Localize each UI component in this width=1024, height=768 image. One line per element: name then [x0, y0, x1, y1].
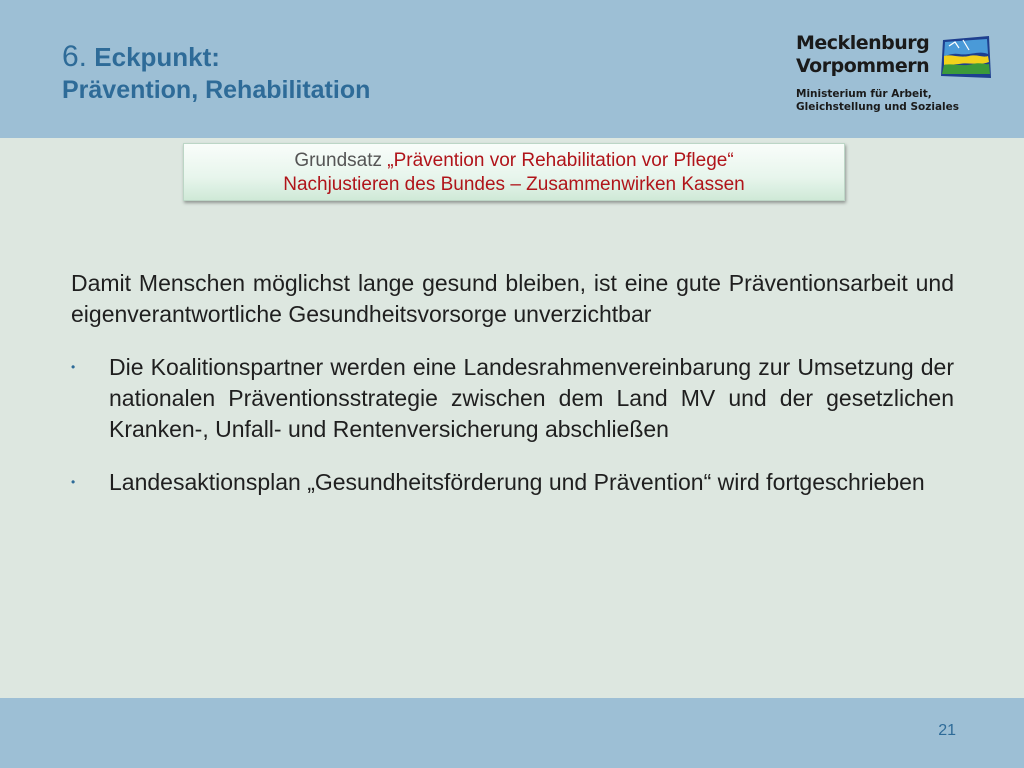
title-line-2: Prävention, Rehabilitation — [62, 76, 371, 104]
slide-body — [71, 268, 954, 520]
bullet-item — [71, 467, 954, 498]
logo-state-name — [796, 32, 929, 78]
logo-ministry — [796, 88, 959, 114]
bullet-text: Landesaktionsplan „Gesundheitsförderung und Prävention“ wird fortgeschrieben — [109, 469, 925, 495]
bullet-text: Die Koalitionspartner werden eine Landesrahmenvereinbarung zur Umsetzung der nationalen Präventionsstrategie zwischen dem Land MV und der gesetzlichen Kranken-, Unfall- und Rentenversicherung abschließen — [109, 354, 954, 442]
grundsatz-prefix: Grundsatz — [294, 150, 388, 171]
slide-title — [62, 40, 370, 105]
title-number: 6. — [62, 40, 88, 73]
bullet-list — [71, 352, 954, 498]
title-eckpunkt: Eckpunkt: — [94, 42, 220, 72]
ministry-logo — [796, 32, 1006, 122]
grundsatz-box — [183, 143, 845, 201]
bullet-dot-icon: • — [71, 475, 76, 489]
logo-name-line-1: Mecklenburg — [796, 32, 930, 54]
title-line-1 — [62, 40, 370, 73]
grundsatz-line-2: Nachjustieren des Bundes – Zusammenwirken Kassen — [283, 174, 745, 195]
page-number: 21 — [938, 722, 956, 739]
intro-paragraph: Damit Menschen möglichst lange gesund bleiben, ist eine gute Präventionsarbeit und eigenverantwortliche Gesundheitsvorsorge unverzichtbar — [71, 270, 954, 327]
grundsatz-line-1 — [184, 149, 844, 173]
mv-landscape-flag-icon — [939, 34, 993, 80]
logo-name-line-2: Vorpommern — [796, 55, 930, 77]
logo-ministry-line-1: Ministerium für Arbeit, — [796, 88, 932, 100]
bullet-dot-icon: • — [71, 360, 76, 374]
footer-band — [0, 698, 1024, 768]
bullet-item — [71, 352, 954, 445]
logo-ministry-line-2: Gleichstellung und Soziales — [796, 101, 960, 113]
grundsatz-quote: „Prävention vor Rehabilitation vor Pflege“ — [387, 150, 734, 171]
